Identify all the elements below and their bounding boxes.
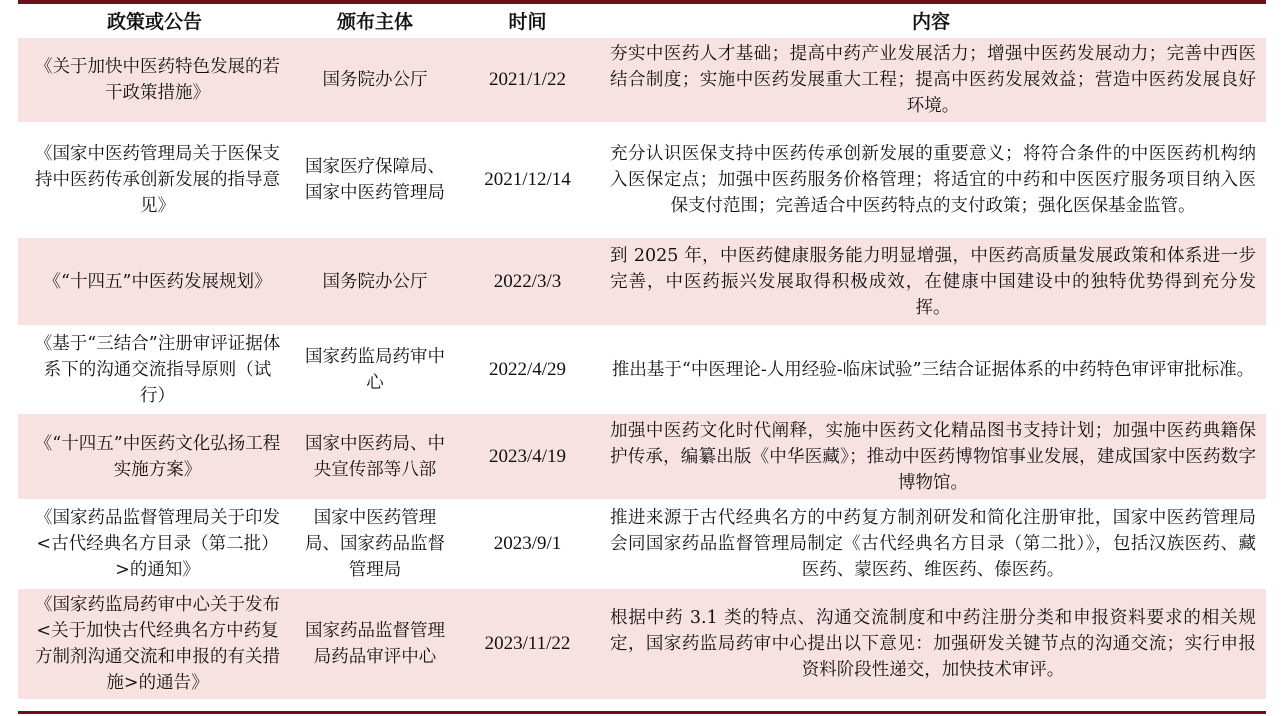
content-cell: 根据中药 3.1 类的特点、沟通交流制度和中药注册分类和申报资料要求的相关规定，国家药监局药审中心提出以下意见：加强研发关键节点的沟通交流；实行申报资料阶段性递交，加快技术审评。 [596,588,1266,699]
policy-title-cell: 《关于加快中医药特色发展的若干政策措施》 [18,37,291,123]
table-row [18,413,1266,500]
date-cell: 2021/1/22 [459,37,596,123]
issuer-cell: 国家中医药局、中央宣传部等八部 [291,413,459,500]
header-date: 时间 [508,10,547,33]
header-content: 内容 [911,10,950,33]
content-cell: 推进来源于古代经典名方的中药复方制剂研发和简化注册审批，国家中医药管理局会同国家药品监督管理局制定《古代经典名方目录（第二批）》，包括汉族医药、藏医药、蒙医药、维医药、傣医药。 [610,508,1256,580]
date-cell: 2023/11/22 [459,588,596,699]
policy-title-cell: 《国家药监局药审中心关于发布<关于加快古代经典名方中药复方制剂沟通交流和申报的有关措施>的通告》 [18,588,291,699]
content-cell: 到 2025 年，中医药健康服务能力明显增强，中医药高质量发展政策和体系进一步完善，中医药振兴发展取得积极成效，在健康中国建设中的独特优势得到充分发挥。 [596,237,1266,326]
table-row [18,123,1266,237]
issuer-cell: 国家中医药管理局、国家药品监督管理局 [305,508,445,580]
table-row [18,588,1266,699]
date-cell: 2022/4/29 [488,358,567,380]
table-row [18,500,1266,588]
content-cell: 夯实中医药人才基础；提高中药产业发展活力；增强中医药发展动力；完善中西医结合制度；实施中医药发展重大工程；提高中医药发展效益；营造中医药发展良好环境。 [596,37,1266,123]
table-row [18,237,1266,326]
policy-title-cell: 《“十四五”中医药文化弘扬工程实施方案》 [18,413,291,500]
bottom-rule [18,711,1266,714]
policy-title-cell: 《基于“三结合”注册审评证据体系下的沟通交流指导原则（试行） [34,333,281,406]
policy-title-cell: 《国家药品监督管理局关于印发<古代经典名方目录（第二批）>的通知》 [35,508,280,580]
table-row [18,37,1266,123]
issuer-cell: 国家药品监督管理局药品审评中心 [291,588,459,699]
policy-title-cell: 《国家中医药管理局关于医保支持中医药传承创新发展的指导意见》 [35,144,280,216]
table-row [18,326,1266,413]
date-cell: 2023/9/1 [493,533,562,554]
table-header [18,4,1266,37]
content-cell: 充分认识医保支持中医药传承创新发展的重要意义；将符合条件的中医医药机构纳入医保定点；加强中医药服务价格管理；将适宜的中药和中医医疗服务项目纳入医保支付范围；完善适合中医药特点的支付政策；强化医保基金监管。 [610,144,1256,216]
content-cell: 推出基于“中医理论-人用经验-临床试验”三结合证据体系的中药特色审评审批标准。 [611,359,1255,380]
date-cell: 2022/3/3 [459,237,596,326]
date-cell: 2023/4/19 [459,413,596,500]
policy-title-cell: 《“十四五”中医药发展规划》 [18,237,291,326]
issuer-cell: 国务院办公厅 [291,237,459,326]
issuer-cell: 国家药监局药审中心 [305,346,445,393]
header-row [18,4,1266,37]
header-issuer: 颁布主体 [336,10,413,33]
content-cell: 加强中医药文化时代阐释，实施中医药文化精品图书支持计划；加强中医药典籍保护传承，编纂出版《中华医藏》；推动中医药博物馆事业发展，建成国家中医药数字博物馆。 [596,413,1266,500]
policy-table [18,4,1266,699]
date-cell: 2021/12/14 [484,169,571,190]
table-body [18,37,1266,699]
issuer-cell: 国家医疗保障局、国家中医药管理局 [305,157,445,203]
header-policy: 政策或公告 [106,10,202,33]
issuer-cell: 国务院办公厅 [291,37,459,123]
